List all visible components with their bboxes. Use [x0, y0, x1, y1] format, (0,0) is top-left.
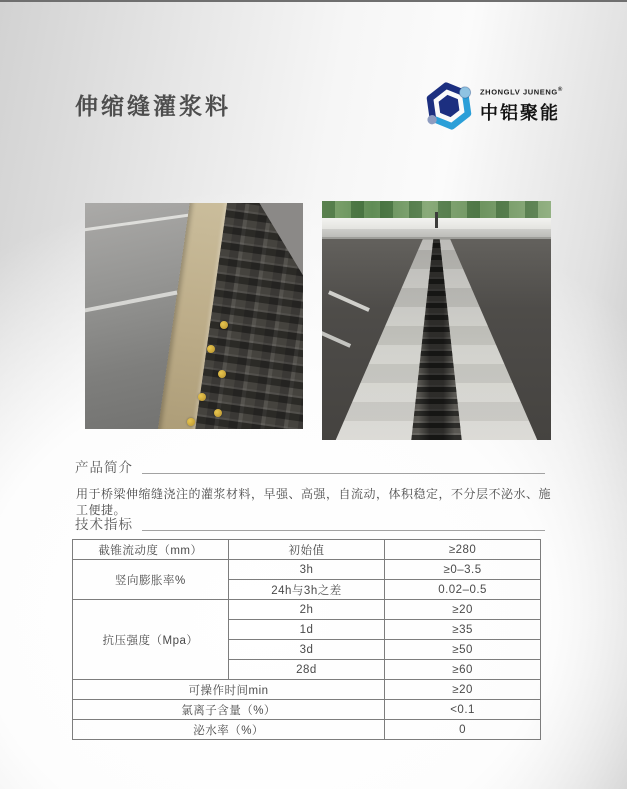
- road-stud: [214, 409, 222, 417]
- section-specs-heading: [75, 513, 545, 533]
- value-cell: ≥60: [385, 660, 541, 680]
- photo-expansion-joint-perspective: [322, 201, 551, 440]
- value-cell: ≥35: [385, 620, 541, 640]
- cond-cell: 2h: [228, 600, 384, 620]
- hexagon-logo-icon: [421, 78, 477, 134]
- distant-post: [435, 212, 438, 229]
- lane-marking-dash: [328, 291, 369, 312]
- value-cell: ≥20: [385, 600, 541, 620]
- cond-cell: 3h: [228, 560, 384, 580]
- specs-heading-label: 技术指标: [75, 517, 133, 532]
- asphalt-road: [322, 239, 551, 440]
- value-cell: <0.1: [385, 700, 541, 720]
- brand-name-en: ZHONGLV JUNENG®: [480, 87, 563, 97]
- param-cell: 可操作时间min: [73, 680, 385, 700]
- table-row: [73, 680, 541, 700]
- section-intro-heading: [75, 456, 545, 476]
- cond-cell: 28d: [228, 660, 384, 680]
- cond-cell: 初始值: [228, 540, 384, 560]
- lane-marking-dash: [322, 328, 351, 347]
- cond-cell: 1d: [228, 620, 384, 640]
- value-cell: ≥280: [385, 540, 541, 560]
- brand-text: [480, 87, 563, 125]
- brand-name-cn: 中铝聚能: [480, 102, 560, 123]
- brand-logo: [421, 76, 571, 136]
- param-cell: 截锥流动度（mm）: [73, 540, 229, 560]
- intro-heading-label: 产品简介: [75, 460, 133, 475]
- table-row: [73, 720, 541, 740]
- heading-rule: [142, 530, 545, 531]
- value-cell: 0: [385, 720, 541, 740]
- road-stud: [220, 321, 228, 329]
- cond-cell: 3d: [228, 640, 384, 660]
- param-cell: 氯离子含量（%）: [73, 700, 385, 720]
- value-cell: ≥50: [385, 640, 541, 660]
- photo-expansion-joint-diagonal: [85, 203, 303, 429]
- cond-cell: 24h与3h之差: [228, 580, 384, 600]
- heading-rule: [142, 473, 545, 474]
- registered-mark: ®: [557, 87, 563, 94]
- value-cell: ≥20: [385, 680, 541, 700]
- value-cell: ≥0–3.5: [385, 560, 541, 580]
- table-row: [73, 560, 541, 580]
- param-cell: 竖向膨胀率%: [73, 560, 229, 600]
- value-cell: 0.02–0.5: [385, 580, 541, 600]
- param-cell: 抗压强度（Mpa）: [73, 600, 229, 680]
- page-title: 伸缩缝灌浆料: [75, 93, 231, 119]
- param-cell: 泌水率（%）: [73, 720, 385, 740]
- spec-table: [72, 539, 541, 740]
- table-row: [73, 700, 541, 720]
- table-row: [73, 600, 541, 620]
- table-row: [73, 540, 541, 560]
- lane-marking-line: [85, 291, 178, 314]
- intro-paragraph: 用于桥梁伸缩缝浇注的灌浆材料，早强、高强，自流动，体积稳定，不分层不泌水、施工便捷。: [76, 487, 552, 517]
